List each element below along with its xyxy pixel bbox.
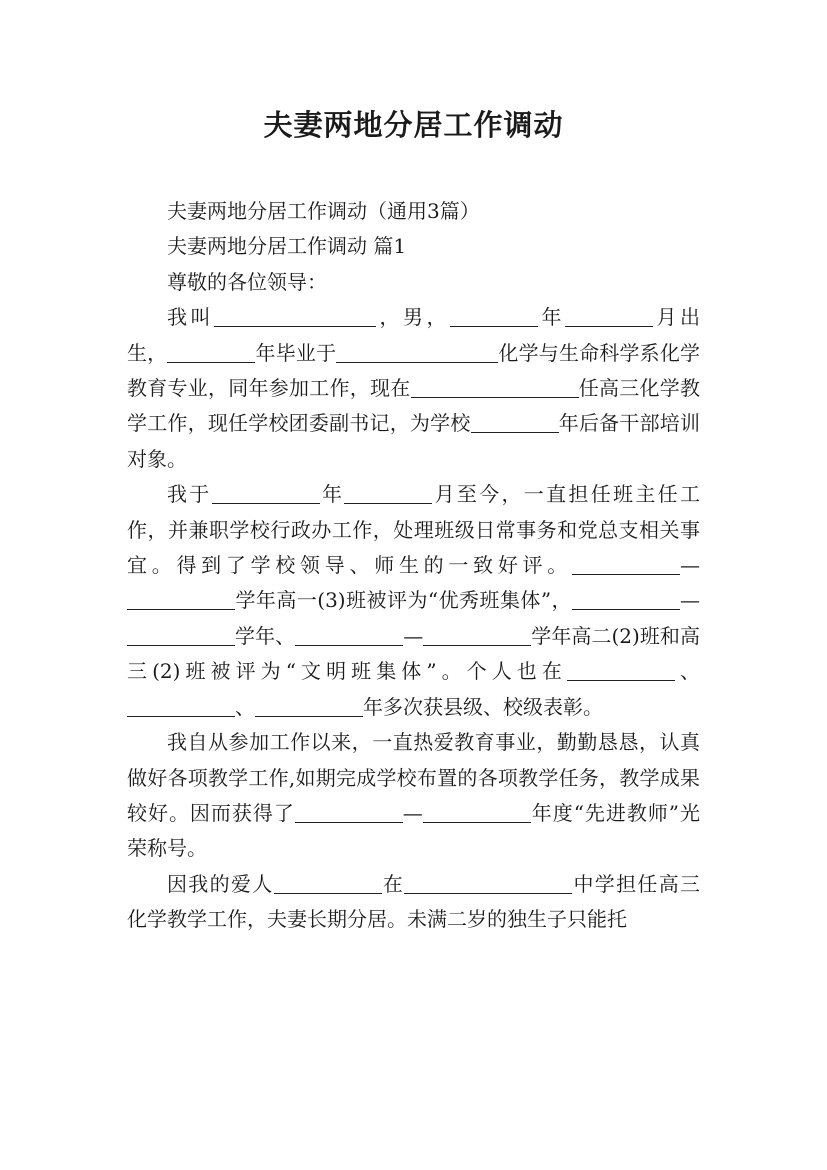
subtitle: 夫妻两地分居工作调动（通用3篇） xyxy=(167,199,480,223)
blank-line xyxy=(212,483,320,504)
blank-line xyxy=(127,589,235,610)
text-segment: 月至今，一直担任班主任工作，并兼职学校行政办工作，处理班级日常事务和党总支相关事宜。得到了学校领导、师生的一致好评。 xyxy=(127,482,700,578)
blank-line xyxy=(127,696,235,717)
text-segment: 化学与生命科学系化学教育专业，同年参加工作，现在 xyxy=(127,340,701,401)
page-title: 夫妻两地分居工作调动 xyxy=(263,108,564,142)
document-body xyxy=(127,194,700,938)
text-segment: 月出生， xyxy=(127,305,700,365)
text-segment: 学年高二(2)班和高三(2)班被评为“文明班集体”。个人也在 xyxy=(127,623,700,684)
section-heading: 夫妻两地分居工作调动 篇1 xyxy=(167,234,407,259)
blank-line xyxy=(572,554,680,575)
blank-line xyxy=(423,802,531,823)
dash: — xyxy=(402,800,423,825)
text-segment: 学年高一(3)班被评为“优秀班集体”， xyxy=(235,588,572,613)
text-segment: 年后备干部培训对象。 xyxy=(127,411,701,471)
blank-line xyxy=(295,625,403,646)
blank-line xyxy=(404,873,572,894)
salutation: 尊敬的各位领导： xyxy=(167,269,327,294)
blank-line xyxy=(471,412,559,433)
text-segment: 年 xyxy=(319,482,345,507)
text-segment: 年多次获县级、校级表彰。 xyxy=(363,694,603,719)
blank-line xyxy=(336,342,498,363)
text-segment: 我于 xyxy=(167,482,212,507)
paragraph-2 xyxy=(127,477,700,725)
blank-line xyxy=(274,873,382,894)
blank-line xyxy=(214,306,376,327)
blank-line xyxy=(411,377,579,398)
dash: — xyxy=(680,588,700,613)
blank-line xyxy=(127,625,235,646)
text-segment: 因我的爱人 xyxy=(167,871,274,896)
text-segment: 我叫 xyxy=(167,305,214,330)
blank-line xyxy=(567,660,675,681)
separator: 、 xyxy=(674,659,701,684)
separator: 、 xyxy=(235,694,255,719)
text-segment: 年毕业于 xyxy=(255,340,337,365)
text-segment: 我自从参加工作以来，一直热爱教育事业，勤勤恳恳，认真做好各项教学工作,如期完成学校布置的各项教学任务，教学成果较好。因而获得了 xyxy=(127,730,700,825)
text-segment: 任高三化学教学工作，现任学校团委副书记，为学校 xyxy=(127,376,700,436)
dash: — xyxy=(403,623,424,648)
blank-line xyxy=(255,696,363,717)
blank-line xyxy=(344,483,432,504)
text-segment: 学年、 xyxy=(235,623,296,648)
blank-line xyxy=(450,306,538,327)
blank-line xyxy=(565,306,653,327)
blank-line xyxy=(295,802,403,823)
text-segment: 年度“先进教师”光荣称号。 xyxy=(127,800,701,861)
paragraph-1 xyxy=(127,300,700,477)
text-segment: 在 xyxy=(381,871,405,896)
blank-line xyxy=(572,589,680,610)
blank-line xyxy=(423,625,531,646)
text-segment: 中学担任高三化学教学工作，夫妻长期分居。未满二岁的独生子只能托 xyxy=(127,871,701,932)
paragraph-4 xyxy=(127,867,700,938)
paragraph-3 xyxy=(127,725,700,867)
text-segment: ，男， xyxy=(376,305,450,330)
blank-line xyxy=(167,342,255,363)
dash: — xyxy=(680,553,700,578)
text-segment: 年 xyxy=(538,305,565,330)
